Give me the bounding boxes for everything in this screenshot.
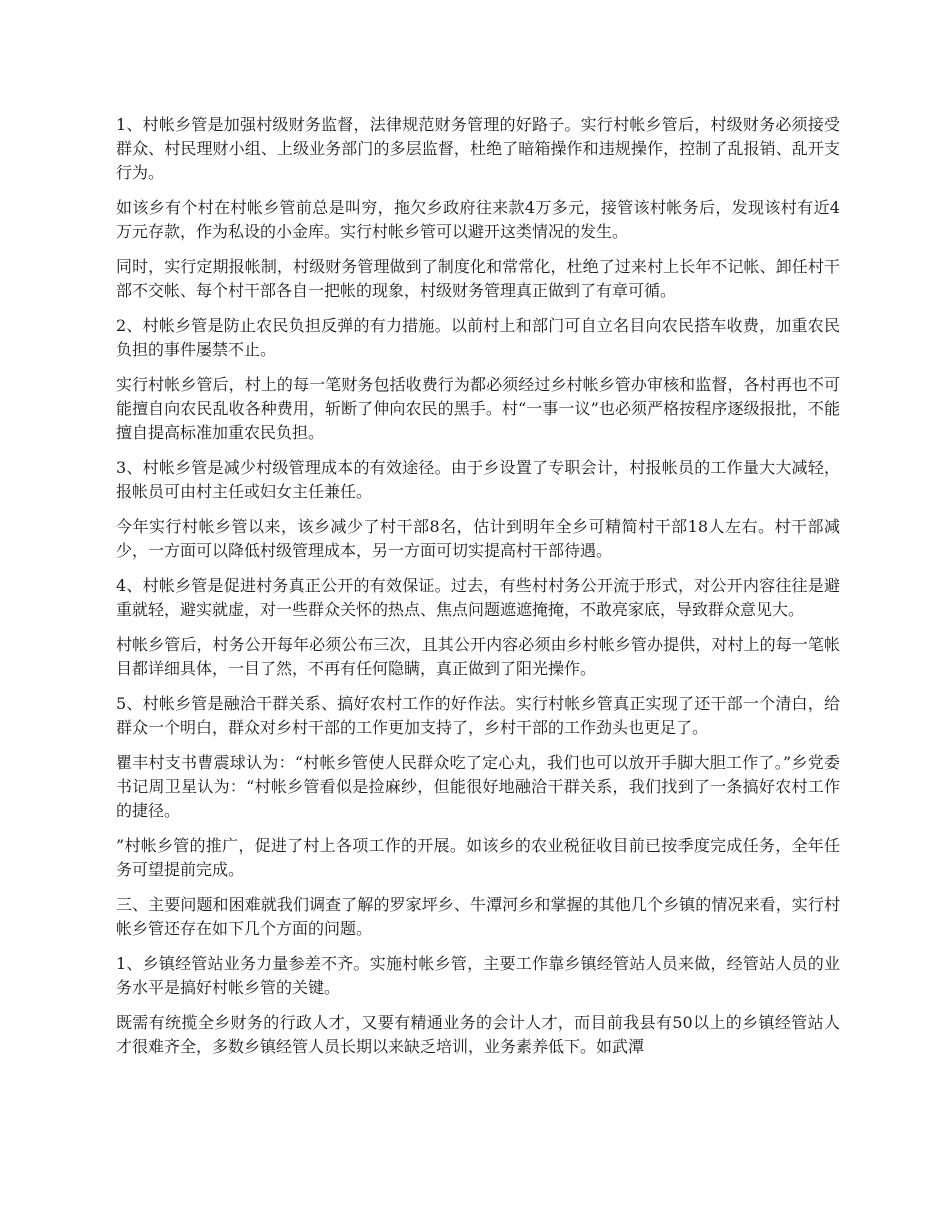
paragraph-7: 今年实行村帐乡管以来，该乡减少了村干部8名，估计到明年全乡可精简村干部18人左右。村干部减少，一方面可以降低村级管理成本，另一方面可切实提高村干部待遇。 — [116, 517, 840, 560]
paragraph-11: 瞿丰村支书曹震球认为：“村帐乡管使人民群众吃了定心丸，我们也可以放开手脚大胆工作了。”乡党委书记周卫星认为：“村帐乡管看似是捡麻纱，但能很好地融洽干群关系，我们找到了一条搞好农村工作的捷径。 — [116, 753, 840, 820]
paragraph-10: 5、村帐乡管是融洽干群关系、搞好农村工作的好作法。实行村帐乡管真正实现了还干部一个清白，给群众一个明白，群众对乡村干部的工作更加支持了，乡村干部的工作劲头也更足了。 — [116, 694, 840, 737]
paragraph-1: 1、村帐乡管是加强村级财务监督，法律规范财务管理的好路子。实行村帐乡管后，村级财务必须接受群众、村民理财小组、上级业务部门的多层监督，杜绝了暗箱操作和违规操作，控制了乱报销、乱开支行为。 — [116, 115, 840, 182]
paragraph-14: 1、乡镇经管站业务力量参差不齐。实施村帐乡管，主要工作靠乡镇经管站人员来做，经管站人员的业务水平是搞好村帐乡管的关键。 — [116, 954, 840, 997]
paragraph-4: 2、村帐乡管是防止农民负担反弹的有力措施。以前村上和部门可自立名目向农民搭车收费，加重农民负担的事件屡禁不止。 — [116, 316, 840, 359]
paragraph-2: 如该乡有个村在村帐乡管前总是叫穷，拖欠乡政府往来款4万多元，接管该村帐务后，发现该村有近4万元存款，作为私设的小金库。实行村帐乡管可以避开这类情况的发生。 — [116, 198, 840, 241]
paragraph-12: ”村帐乡管的推广，促进了村上各项工作的开展。如该乡的农业税征收目前已按季度完成任务，全年任务可望提前完成。 — [116, 836, 840, 879]
paragraph-6: 3、村帐乡管是减少村级管理成本的有效途径。由于乡设置了专职会计，村报帐员的工作量大大减轻，报帐员可由村主任或妇女主任兼任。 — [116, 458, 840, 501]
paragraph-8: 4、村帐乡管是促进村务真正公开的有效保证。过去，有些村村务公开流于形式，对公开内容往往是避重就轻，避实就虚，对一些群众关怀的热点、焦点问题遮遮掩掩，不敢亮家底，导致群众意见大。 — [116, 576, 840, 619]
document-page — [116, 113, 840, 1070]
paragraph-9: 村帐乡管后，村务公开每年必须公布三次，且其公开内容必须由乡村帐乡管办提供，对村上的每一笔帐目都详细具体，一目了然，不再有任何隐瞒，真正做到了阳光操作。 — [116, 635, 840, 678]
paragraph-13: 三、主要问题和困难就我们调查了解的罗家坪乡、牛潭河乡和掌握的其他几个乡镇的情况来看，实行村帐乡管还存在如下几个方面的问题。 — [116, 895, 840, 938]
paragraph-3: 同时，实行定期报帐制，村级财务管理做到了制度化和常常化，杜绝了过来村上长年不记帐、卸任村干部不交帐、每个村干部各自一把帐的现象，村级财务管理真正做到了有章可循。 — [116, 257, 840, 300]
paragraph-5: 实行村帐乡管后，村上的每一笔财务包括收费行为都必须经过乡村帐乡管办审核和监督，各村再也不可能擅自向农民乱收各种费用，斩断了伸向农民的黑手。村“一事一议”也必须严格按程序逐级报批，不能擅自提高标准加重农民负担。 — [116, 375, 840, 442]
paragraph-15: 既需有统揽全乡财务的行政人才，又要有精通业务的会计人才，而目前我县有50以上的乡镇经管站人才很难齐全，多数乡镇经管人员长期以来缺乏培训，业务素养低下。如武潭 — [116, 1013, 840, 1056]
